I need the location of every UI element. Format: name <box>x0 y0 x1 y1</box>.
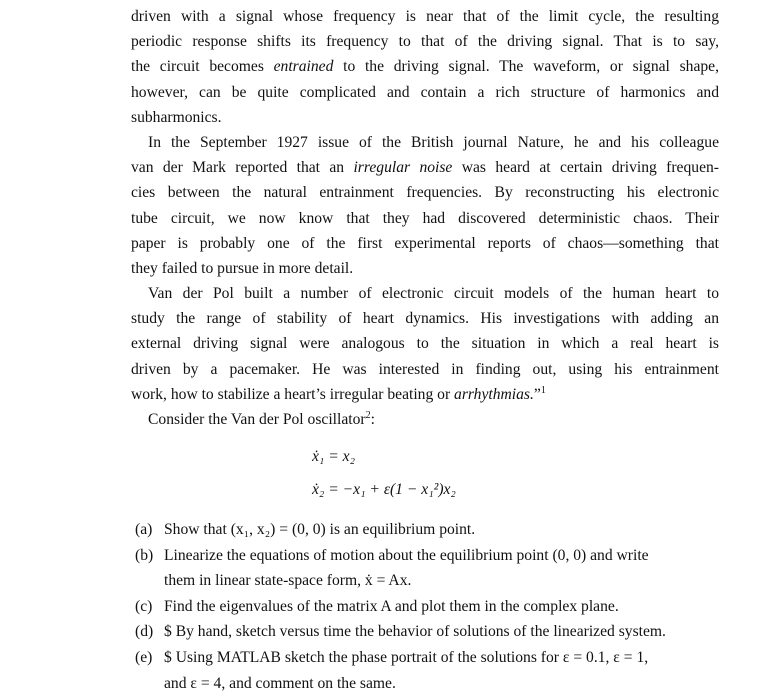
item-text: Linearize the equations of motion about the equilibrium point (0, 0) and write <box>164 546 649 564</box>
footnote-marker: 1 <box>540 384 546 396</box>
footnote-marker: 2 <box>365 409 371 421</box>
exercise-item-e <box>131 645 731 696</box>
paragraph-chaos <box>131 130 719 281</box>
exercise-item-c <box>131 594 731 620</box>
text-line: subharmonics. <box>131 108 222 126</box>
text-line: In the September 1927 issue of the British journal Nature, he and his colleague <box>148 134 719 151</box>
emphasis-irregular-noise: irregular noise <box>353 159 453 177</box>
text-line: external driving signal were analogous to the situation in which a real heart is <box>131 335 719 353</box>
text-line: van der Mark reported that an irregular noise was heard at certain driving frequen- <box>131 159 719 177</box>
item-label: (a) <box>135 521 153 538</box>
item-label: (b) <box>135 546 154 564</box>
text-line: periodic response shifts its frequency to that of the driving signal. That is to say, <box>131 33 719 51</box>
text-line: cies between the natural entrainment frequencies. By reconstructing his electronic <box>131 184 719 202</box>
text-line: however, can be quite complicated and contain a rich structure of harmonics and <box>131 83 719 101</box>
item-label: (e) <box>135 648 153 666</box>
exercise-item-d <box>131 619 731 645</box>
exercise-list <box>131 517 731 696</box>
text-line: paper is probably one of the first experimental reports of chaos—something that <box>131 234 719 252</box>
paragraph-entrainment <box>131 4 719 130</box>
item-text: $ By hand, sketch versus time the behavior of solutions of the linearized system. <box>164 623 666 641</box>
exercise-item-a <box>131 517 731 543</box>
text-line: Van der Pol built a number of electronic circuit models of the human heart to <box>148 285 719 302</box>
text-line: they failed to pursue in more detail. <box>131 260 354 278</box>
exercise-item-b <box>131 543 731 594</box>
item-text: $ Using MATLAB sketch the phase portrait of the solutions for ε = 0.1, ε = 1, <box>164 648 649 666</box>
item-label: (c) <box>135 597 153 615</box>
text-line: driven with a signal whose frequency is near that of the limit cycle, the resulting <box>131 8 719 25</box>
equation-x1-dot: ẋ₁ = x₂ <box>312 448 356 465</box>
text-line: work, how to stabilize a heart’s irregular beating or arrhythmias.”$^1$ <box>131 384 546 403</box>
emphasis-entrained: entrained <box>273 58 334 76</box>
text-line: the circuit becomes entrained to the driving signal. The waveform, or signal shape, <box>131 58 720 76</box>
equation-x2-dot: ẋ₂ = −x₁ + ε(1 − x₁²)x₂ <box>312 481 456 498</box>
item-text: them in linear state-space form, ẋ = Ax. <box>164 572 412 590</box>
paragraph-heart-models <box>131 281 719 407</box>
item-label: (d) <box>135 623 154 641</box>
oscillator-intro <box>131 407 719 432</box>
item-text: and ε = 4, and comment on the same. <box>164 674 396 692</box>
item-text: Show that (x₁, x₂) = (0, 0) is an equilibrium point. <box>164 521 476 538</box>
text-line: tube circuit, we now know that they had discovered deterministic chaos. Their <box>131 209 719 227</box>
text-line: study the range of stability of heart dynamics. His investigations with adding an <box>131 310 719 328</box>
text-line: driven by a pacemaker. He was interested in finding out, using his entrainment <box>131 360 719 378</box>
text-line: Consider the Van der Pol oscillator$^2$: <box>148 409 375 428</box>
item-text: Find the eigenvalues of the matrix A and plot them in the complex plane. <box>164 597 619 615</box>
emphasis-arrhythmias: arrhythmias. <box>454 385 534 403</box>
